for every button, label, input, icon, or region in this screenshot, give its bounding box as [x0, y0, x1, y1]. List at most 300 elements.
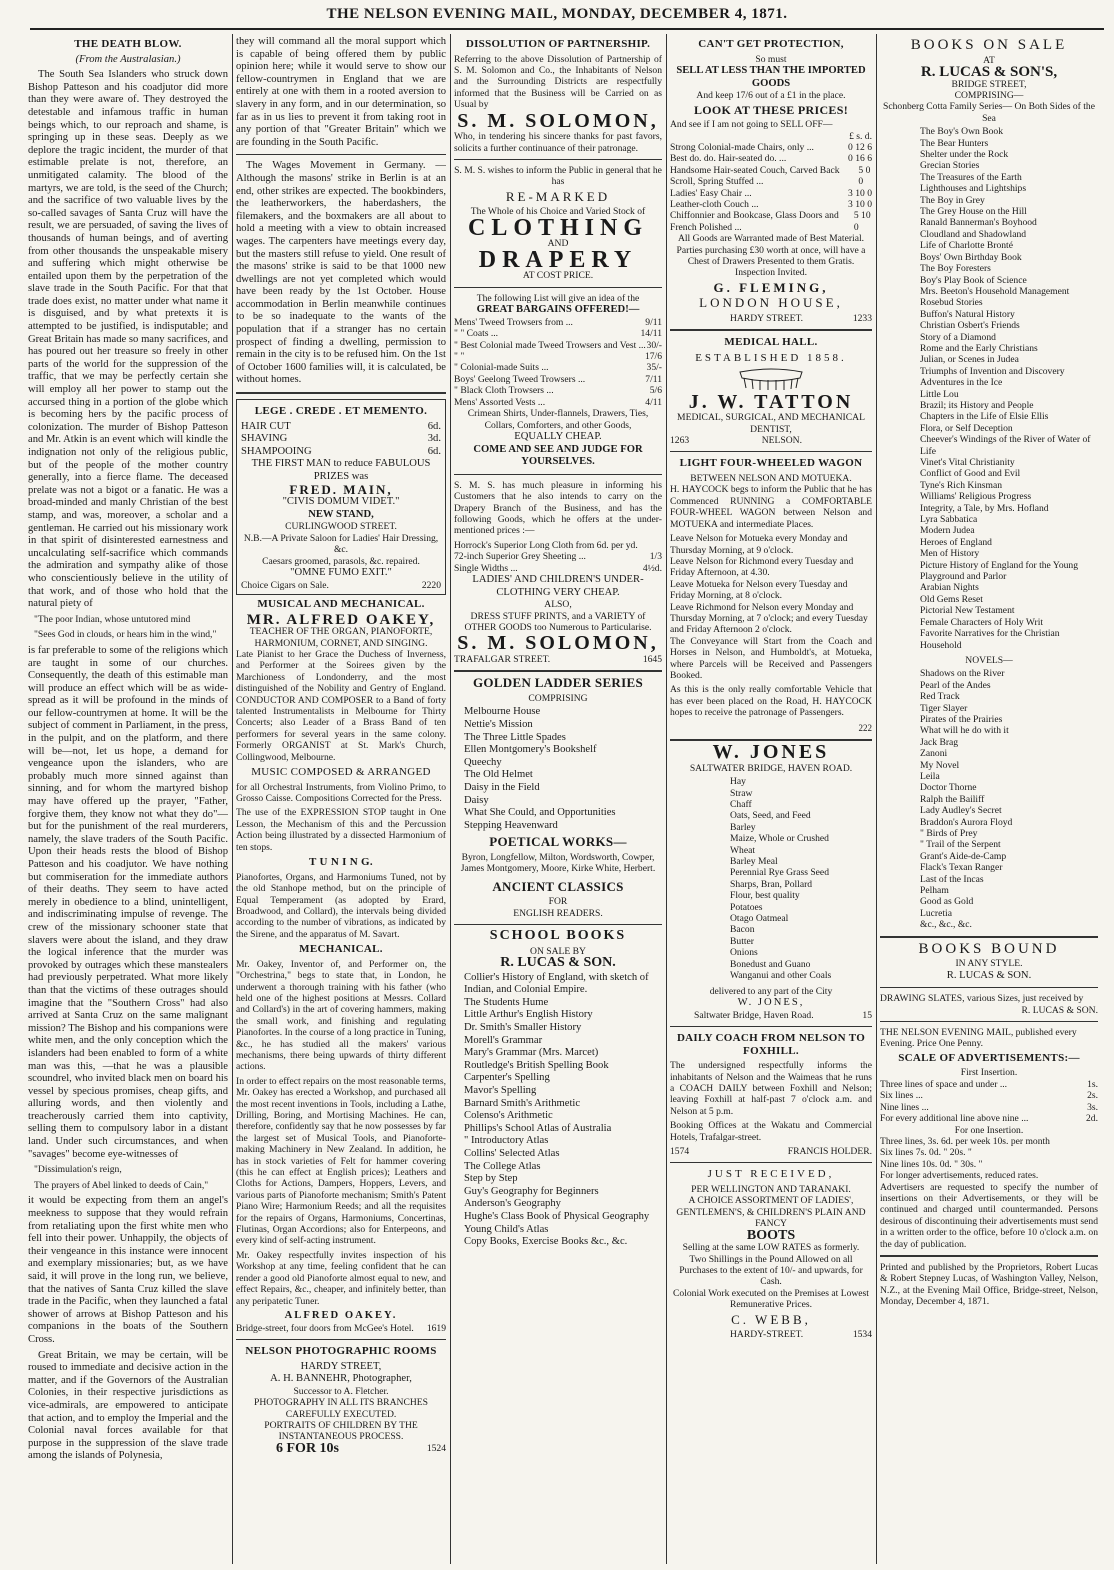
quote-line: The prayers of Abel linked to deeds of Cain,"	[34, 1179, 209, 1191]
divider	[670, 451, 872, 452]
advert-heading: BOOTS	[746, 1227, 796, 1243]
advert-text: Parties purchasing £30 worth at once, will have a Chest of Drawers Presented to them Gratis.	[676, 244, 866, 268]
list-item: Chaff	[730, 799, 752, 810]
price-value: 1/3	[649, 551, 662, 563]
advert-title: LIGHT FOUR-WHEELED WAGON	[679, 457, 863, 470]
advert-text: Colonial Work executed on the Premises at Lowest Remunerative Prices.	[673, 1287, 869, 1311]
signature: ALFRED OAKEY.	[284, 1309, 398, 1321]
price-item: " Black Cloth Trowsers ...	[454, 385, 554, 397]
advert-paragraph: Pianofortes, Organs, and Harmoniums Tuned, not by the old Stanhope method, but on the principle of Equal Temperament (as adopted by Erard, Broadwood, and Collard), the intervals being divided according to the number of vibrations, as indicated by the Sirene, and the apparatus of M. Savart.	[236, 871, 446, 940]
divider	[454, 287, 662, 288]
address: Saltwater Bridge, Haven Road.	[694, 1009, 814, 1021]
list-item: " Birds of Prey	[920, 828, 978, 839]
advert-text: THE NELSON EVENING MAIL, published every Evening. Price One Penny.	[880, 1027, 1077, 1050]
list-item: Butter	[730, 935, 754, 947]
advert-number: 1645	[642, 653, 662, 665]
divider	[236, 1339, 446, 1340]
advert-footer	[670, 1329, 872, 1340]
price-row	[454, 351, 662, 362]
price-item: " "	[454, 351, 465, 363]
list-item: Picture History of England for the Young	[920, 559, 1079, 571]
column-rule	[450, 34, 451, 1564]
divider	[880, 936, 1098, 938]
teeth-icon	[670, 368, 872, 392]
quote-line: "The poor Indian, whose untutored mind	[34, 613, 191, 625]
produce-list	[720, 776, 872, 981]
advert-paragraph: The Conveyance will Start from the Coach and Horses in Nelson, and Humboldt's, at Motueka, where Parcels will be Received and Passengers Booked.	[670, 635, 872, 681]
price-value: 17/6	[644, 351, 662, 363]
list-item: Brazil; its History and People	[920, 399, 1034, 411]
merchant-name: W. JONES	[712, 741, 830, 764]
advert-footer	[241, 580, 441, 591]
list-item: Red Track	[920, 691, 960, 703]
list-item: Christian Osbert's Friends	[920, 320, 1020, 332]
price-row	[880, 1090, 1098, 1101]
price-item: Horrock's Superior Long Cloth from 6d. per yd.	[454, 539, 638, 551]
motto: "OMNE FUMO EXIT."	[290, 567, 392, 578]
advert-number: 1619	[426, 1322, 446, 1334]
divider	[880, 1021, 1098, 1022]
advert-paragraph: As this is the only really comfortable Vehicle that has ever been placed on the Road, H. HAYCOCK hopes to receive the patronage of Passengers.	[670, 684, 872, 719]
divider	[236, 392, 446, 394]
list-item: Female Characters of Holy Writ	[920, 616, 1044, 628]
advert-footer	[670, 435, 872, 446]
list-item: Leila	[920, 770, 940, 782]
price-value: 5 10 0	[853, 210, 871, 233]
advert-text: BETWEEN NELSON AND MOTUEKA.	[690, 473, 852, 485]
advert-text: FOR	[548, 896, 568, 908]
masthead-rule	[30, 28, 1104, 30]
motto: "CIVIS DOMUM VIDET."	[282, 496, 400, 508]
list-item: Lucretia	[920, 907, 952, 919]
list-item: Last of the Incas	[920, 873, 984, 885]
advert-footer	[454, 654, 662, 665]
advert-text: COMPRISING—	[954, 90, 1024, 101]
list-item: Adventures in the Ice	[920, 377, 1003, 389]
price-list	[454, 317, 662, 408]
advert-paragraph: Referring to the above Dissolution of Partnership of S. M. Solomon and Co., the Inhabitants of Nelson and the Surrounding Districts are respectfully informed that the Business will be Carried on as Usual by	[454, 53, 662, 111]
advert-number: 1534	[852, 1329, 872, 1341]
advert-text: CURLINGWOOD STREET.	[285, 521, 397, 533]
advert-title: MEDICAL HALL.	[724, 336, 818, 349]
advert-title: LEGE . CREDE . ET MEMENTO.	[254, 405, 428, 418]
list-item: Routledge's British Spelling Book	[464, 1059, 609, 1071]
wages-article: The Wages Movement in Germany. —Although the masons' strike in Berlin is at an end, other strikes are expected. The bookbinders, the leatherworkers, the haberdashers, the filemakers, and the boxmakers are all about to hold a meeting with a view to obtain increased wages. The carpenters have meetings every day, but the masters still refuse to yield. One result of the masons' strike is said to be that 1000 new dwellings are not yet completed which would have been ready by the 1st October. House accommodation in Berlin meanwhile continues to be so inadequate to the wants of the population that if a stranger has no certain prospect of finding a dwelling, permission to remain in the city is to be refused him. On the 1st of October 1600 families will, it is calculated, be without homes.	[236, 160, 446, 386]
imprint: Printed and published by the Proprietors, Robert Lucas & Robert Stepney Lucas, of Washington Valley, Nelson, N.Z., at the Evening Mail Office, Bridge-street, Nelson, Monday, December 4, 1871.	[880, 1261, 1098, 1308]
article-paragraph: Great Britain, we may be certain, will be roused to immediate and decisive action in the matter, and if the Governors of the Australian Colonies, in their respective jurisdictions as vice-admirals, are empowered to anticipate that action, and to employ the Imperial and the Colonial naval forces available for that purpose in the suppression of the slave trade among the islands of Polynesia,	[28, 1349, 228, 1462]
section-title: MUSICAL AND MECHANICAL.	[257, 598, 425, 610]
column-rule	[666, 34, 667, 1564]
price-row	[670, 188, 872, 199]
price-item: " " Coats ...	[454, 328, 499, 340]
article-paragraph: The South Sea Islanders who struck down Bishop Patteson and his coadjutor did more than they were aware of. They destroyed the detestable and infamous traffic in human beings which, to our reproach and shame, is springing up in these seas. Deeply as we deplore the tragic incident, the murder of that estimable prelate is not, therefore, an unmitigated calamity. The blood of the martyrs, we are told, is the seed of the Church; and the sacrifice of two valuable lives by the so-called savages of Santa Cruz will have the result, we are persuaded, of saving the lives of thousands of human beings, and of averting from other thousands the unspeakable misery and suffering which might otherwise be entailed upon them by the perpetration of the slave trade in the South Pacific. For that that trade does exist, no matter under what name it is disguised, and by what pretexts it is attempted to be justified, is indisputable; and Great Britain has made so many sacrifices, and has poured out her treasure so freely in other parts of the world for the suppression of the traffic, that we may be perfectly certain she will employ all her power to stamp out the accursed thing in a portion of the globe which is becoming hers by the pacific process of colonization. The murder of Bishop Patteson and Mr. Atkin is an event which will kindle the indignation not only of the religious public, but of the people of the mother country generally, into a fierce flame. The deceased prelate was not a bigot or a fanatic. He was a broad-minded and manly Christian of the best stamp, and was, moreover, a scholar and a gentleman. He carried out his missionary work in that spirit of disinterested earnestness and uncalculating self-sacrifice which commands the admiration and sympathy alike of those who conscientiously believe in the utility of that work, and of those who hold that the natural piety of	[28, 69, 228, 610]
currency-header: £ s. d.	[849, 130, 872, 142]
list-item: Braddon's Aurora Floyd	[920, 816, 1013, 828]
list-item: Maize, Whole or Crushed	[730, 833, 829, 845]
list-item: The Three Little Spades	[464, 731, 566, 743]
list-item: The Grey House on the Hill	[920, 206, 1027, 218]
price-item: HAIR CUT	[241, 420, 291, 432]
merchant-name: G. FLEMING,	[713, 279, 829, 295]
price-item: Mens' Tweed Trowsers from ...	[454, 316, 573, 328]
advert-text: Successor to A. Fletcher.	[293, 1385, 389, 1397]
price-list	[670, 142, 872, 233]
advert-number: 222	[858, 722, 872, 733]
list-item: Hughe's Class Book of Physical Geography	[464, 1210, 650, 1222]
advert-paragraph: H. HAYCOCK begs to inform the Public that he has Commenced RUNNING a COMFORTABLE FOUR-WHEEL WAGON between Nelson and MOTUEKA and intermediate Places.	[670, 484, 872, 530]
list-item: Flour, best quality	[730, 890, 800, 902]
list-item: Queechy	[464, 756, 502, 768]
advert-text: Inspection Invited.	[735, 267, 807, 279]
advert-text: PHOTOGRAPHY IN ALL ITS BRANCHES CAREFULLY EXECUTED.	[254, 1397, 428, 1420]
list-item: Wanganui and other Coals	[730, 970, 832, 982]
advert-text: For longer advertisements, reduced rates.	[880, 1170, 1039, 1182]
price-row	[670, 199, 872, 210]
advert-text: AT COST PRICE.	[522, 270, 594, 282]
list-item: The Students Hume	[464, 996, 549, 1008]
list-item: Morell's Grammar	[464, 1034, 543, 1046]
list-item: Barley Meal	[730, 856, 778, 868]
price-value: 2s.	[1087, 1090, 1098, 1102]
advert-paragraph: Mr. Oakey, Inventor of, and Performer on, the "Orchestrina," begs to state that, in London, he underwent a thorough training with his father (who held one of the highest positions at Messrs. Collard and Collard's) in the art of covering hammers, making the small work, and finishing and regulating Pianofortes. In the course of a long practice in Tuning, &c., he has studied all the makers' various mechanisms, there being upwards of thirty different actions.	[236, 958, 446, 1073]
address: BRIDGE STREET,	[951, 78, 1027, 90]
price-item: For every additional line above nine ...	[880, 1113, 1029, 1125]
price-row	[670, 210, 872, 233]
book-list	[454, 706, 662, 832]
price-item: Single Widths ...	[454, 562, 518, 574]
advert-text: Caesars groomed, parasols, &c. repaired.	[262, 555, 420, 567]
price-row	[670, 153, 872, 164]
list-item: Modern Judea	[920, 525, 975, 537]
list-item: The Treasures of the Earth	[920, 171, 1022, 183]
scale-title: SCALE OF ADVERTISEMENTS:—	[898, 1051, 1080, 1064]
series-title: ANCIENT CLASSICS	[492, 878, 624, 894]
list-item: Potatoes	[730, 901, 763, 913]
list-item: Pictorial New Testament	[920, 605, 1015, 617]
barber-advert	[236, 399, 446, 595]
list-item: Carpenter's Spelling	[464, 1072, 550, 1084]
list-item: Men of History	[920, 548, 980, 560]
advert-text: ENGLISH READERS.	[513, 907, 603, 919]
list-item: Chapters in the Life of Elsie Ellis	[920, 411, 1049, 423]
list-item: Story of a Diamond	[920, 331, 996, 343]
price-item: Nine lines ...	[880, 1101, 929, 1113]
list-item: Old Gems Reset	[920, 593, 983, 605]
advert-number: 2220	[421, 579, 441, 591]
column-4	[670, 36, 872, 1564]
advert-paragraph: In order to effect repairs on the most reasonable terms, Mr. Oakey has erected a Workshop, and purchased all the most recent inventions in Tools, including a Lathe, Drilling, Boring, and Mortising Machines. He can, therefore, confidently say that he now possesses by far the largest set of Musical Tools, and Pianoforte-making Machinery in New Zealand. In addition, he has in stock varieties of Felt for hammer covering (this he can effect at English prices); Leathers and Cloths for Actions, Dampers, Hoppers, Levers, and various parts of Pianoforte mechanism; Smith's Patent Piano Wire; Harmonium Reeds; and all the requisites for the repairs of Organs, Harmoniums, Concertinas, Flutinas, Organ Accordions; also for Enterpeons, and every kind of self-acting instrument.	[236, 1075, 446, 1247]
price-row	[454, 385, 662, 396]
advert-text: So must	[755, 53, 787, 65]
list-item: Anderson's Geography	[464, 1198, 561, 1210]
list-item: Buffon's Natural History	[920, 308, 1015, 320]
list-item: Guy's Geography for Beginners	[464, 1185, 599, 1197]
list-item: Tiger Slayer	[920, 702, 968, 714]
list-item: Triumphs of Invention and Discovery	[920, 365, 1065, 377]
list-item: Jack Brag	[920, 736, 959, 748]
list-item: Collins' Selected Atlas	[464, 1148, 560, 1159]
list-item: Mrs. Beeton's Household Management	[920, 285, 1070, 297]
list-item: Stepping Heavenward	[464, 819, 558, 831]
list-item: My Novel	[920, 759, 960, 771]
price-row	[670, 165, 872, 188]
price-item: Leather-cloth Couch ...	[670, 199, 759, 211]
price-item: Boys' Geelong Tweed Trowsers ...	[454, 373, 586, 385]
advert-number: 1233	[852, 313, 872, 325]
price-item: Three lines of space and under ...	[880, 1078, 1008, 1090]
rate-table	[880, 1079, 1098, 1125]
divider	[880, 1255, 1098, 1257]
advert-heading: LOOK AT THESE PRICES!	[693, 102, 848, 117]
subheading: NOVELS—	[965, 654, 1013, 666]
column-1	[28, 36, 228, 1564]
list-item: Dr. Smith's Smaller History	[464, 1022, 582, 1034]
subheading: MECHANICAL.	[299, 943, 383, 956]
list-item: What She Could, and Opportunities	[464, 807, 616, 819]
list-item: The Boy in Grey	[920, 194, 985, 206]
advert-title: DISSOLUTION OF PARTNERSHIP.	[465, 38, 651, 50]
advert-text: First Insertion.	[960, 1067, 1018, 1079]
list-item: Wheat	[730, 844, 756, 856]
advert-paragraph: Booking Offices at the Wakatu and Commercial Hotels, Trafalgar-street.	[670, 1120, 872, 1143]
price-row	[880, 1113, 1098, 1124]
advert-paragraph: for all Orchestral Instruments, from Violino Primo, to Grosso Caisse. Compositions Corrected for the Press.	[236, 781, 446, 805]
advert-footer	[670, 1146, 872, 1157]
divider	[454, 159, 662, 160]
timetable-row: Leave Motueka for Nelson every Tuesday and Friday Morning, at 8 o'clock.	[670, 578, 848, 602]
list-item: Julian, or Scenes in Judea	[920, 354, 1019, 366]
list-item: Barley	[730, 821, 756, 833]
subheading: T U N I N G.	[309, 856, 373, 869]
novel-list	[910, 668, 1098, 930]
teeth-illustration	[670, 368, 872, 392]
price-value: 3s.	[1087, 1101, 1098, 1113]
divider	[880, 987, 1098, 988]
address: NELSON.	[761, 435, 802, 447]
list-item: Bonedust and Guano	[730, 958, 811, 970]
list-item: Lady Audley's Secret	[920, 805, 1002, 817]
advert-footer	[670, 313, 872, 324]
timetable	[670, 533, 872, 636]
advert-text: The Whole of his Choice and Varied Stock of	[470, 206, 646, 218]
list-item: Rosebud Stories	[920, 297, 983, 309]
dentist-name: J. W. TATTON	[688, 390, 854, 413]
book-list	[454, 972, 662, 1249]
list-item: Rome and the Early Christians	[920, 342, 1038, 354]
list-item: Favorite Narratives for the Christian Household	[920, 628, 1060, 651]
list-item: Boy's Play Book of Science	[920, 274, 1027, 286]
price-value: 2d.	[1086, 1113, 1098, 1125]
list-item: Nettie's Mission	[464, 718, 533, 730]
list-item: Cloudland and Shadowland	[920, 228, 1027, 240]
rate-table	[880, 1136, 1098, 1170]
list-item: Ralph the Bailiff	[920, 793, 985, 805]
list-item: Barnard Smith's Arithmetic	[464, 1097, 581, 1109]
list-item: Mary's Grammar (Mrs. Marcet)	[464, 1047, 599, 1059]
advert-text: PER WELLINGTON AND TARANAKI.	[691, 1183, 851, 1195]
list-item: Step by Step	[464, 1173, 518, 1185]
bookseller-name: R. LUCAS & SON.	[1021, 1004, 1098, 1016]
advert-number: 1524	[426, 1442, 446, 1454]
price-value: 4/11	[645, 396, 662, 408]
list-item: Arabian Nights	[920, 582, 979, 594]
list-item: Boys' Own Birthday Book	[920, 251, 1022, 263]
signature: W. JONES,	[737, 996, 805, 1008]
price-value: 0 12 6	[848, 142, 872, 153]
advert-title: BOOKS BOUND	[918, 940, 1060, 957]
merchant-name: C. WEBB,	[731, 1311, 811, 1327]
advert-footer	[236, 1440, 446, 1456]
list-item: Ellen Montgomery's Bookshelf	[464, 744, 597, 756]
advert-number: 15	[862, 1009, 872, 1021]
price-item: Handsome Hair-seated Couch, Carved Back Scroll, Spring Stuffed ...	[670, 164, 840, 188]
price-row	[454, 551, 662, 562]
list-item: Daisy in the Field	[464, 781, 540, 793]
list-item: Pearl of the Andes	[920, 679, 991, 691]
address: SALTWATER BRIDGE, HAVEN ROAD.	[689, 762, 853, 774]
address: Bridge-street, four doors from McGee's Hotel.	[236, 1322, 414, 1334]
price-row	[880, 1102, 1098, 1113]
advert-title: BOOKS ON SALE	[910, 37, 1068, 53]
price-row	[454, 317, 662, 328]
list-item: Williams' Religious Progress	[920, 491, 1032, 503]
list-item: Integrity, a Tale, by Mrs. Hofland	[920, 502, 1049, 514]
list-item: Hay	[730, 776, 746, 788]
advert-paragraph: S. M. S. has much pleasure in informing his Customers that he also intends to carry on the Drapery Branch of the Business, and has the following Goods, which he offers at the under-mentioned prices :—	[454, 479, 662, 537]
list-item: Grecian Stories	[920, 160, 980, 172]
price-row	[454, 374, 662, 385]
teacher-role: TEACHER OF THE ORGAN, PIANOFORTE, HARMONIUM, CORNET, AND SINGING.	[249, 626, 433, 649]
list-item: Collier's History of England, with sketch of Indian, and Colonial Empire.	[464, 971, 649, 996]
teacher-name: MR. ALFRED OAKEY,	[246, 611, 436, 628]
address: TRAFALGAR STREET.	[454, 653, 551, 665]
subheading: MUSIC COMPOSED & ARRANGED	[251, 766, 431, 779]
divider	[670, 1162, 872, 1163]
list-item: Shadows on the River	[920, 668, 1005, 680]
book-list	[910, 126, 1098, 651]
rate-row: Three lines, 3s. 6d. per week 10s. per month	[880, 1135, 1050, 1147]
list-item: Conflict of Good and Evil	[920, 468, 1021, 480]
timetable-row: Leave Nelson for Richmond every Tuesday and Friday Afternoon, at 4.30.	[670, 555, 854, 579]
list-item: Oats, Seed, and Feed	[730, 810, 811, 822]
advert-heading: RE-MARKED	[505, 188, 611, 204]
list-item: " Introductory Atlas	[464, 1135, 549, 1147]
price-value: 9/11	[645, 316, 662, 328]
advert-text: Two Shillings in the Pound Allowed on all Purchases to the extent of 10/- and upwards, for Cash.	[679, 1253, 863, 1288]
timetable-row: Leave Richmond for Nelson every Monday and Thursday Morning, at 7 o'clock; and every Tuesday and Friday Afternoon 2 o'clock.	[670, 601, 868, 636]
price-value: 5 0 0	[858, 164, 871, 188]
bookseller-name: R. LUCAS & SON'S,	[920, 64, 1058, 80]
advert-text: LADIES' AND CHILDREN'S UNDER-CLOTHING VERY CHEAP.	[472, 573, 644, 598]
price-row	[880, 1079, 1098, 1090]
advert-text: PORTRAITS OF CHILDREN BY THE INSTANTANEOUS PROCESS.	[264, 1419, 418, 1443]
advert-number: 1574	[670, 1145, 690, 1157]
price-item: SHAMPOOING	[241, 445, 312, 457]
list-item: The College Atlas	[464, 1160, 541, 1172]
signature: FRANCIS HOLDER.	[787, 1145, 872, 1157]
advert-text: N.B.—A Private Saloon for Ladies' Hair Dressing, &c.	[243, 532, 439, 556]
list-item: The Old Helmet	[464, 769, 533, 781]
list-item: Bacon	[730, 924, 755, 936]
price: 6 FOR 10s	[276, 1440, 339, 1456]
advert-text: Schonberg Cotta Family Series— On Both Sides of the Sea	[883, 101, 1095, 124]
series-title: SCHOOL BOOKS	[489, 928, 627, 944]
list-item: Colenso's Arithmetic	[464, 1110, 553, 1122]
advert-title: CAN'T GET PROTECTION,	[698, 38, 844, 50]
divider	[236, 154, 446, 155]
price-value: 6d.	[427, 420, 441, 432]
list-item: Cheever's Windings of the River of Water of Life	[920, 434, 1091, 457]
column-3	[454, 36, 662, 1564]
price-value: 35/-	[646, 362, 662, 374]
divider	[454, 474, 662, 475]
list-item: Flora, or Self Deception	[920, 422, 1013, 434]
column-5	[880, 36, 1098, 1564]
column-rule	[232, 34, 233, 1564]
list-item: Good as Gold	[920, 896, 974, 908]
advert-title: DAILY COACH FROM NELSON TO FOXHILL.	[676, 1031, 866, 1057]
list-item: Mavor's Spelling	[464, 1085, 537, 1097]
advert-paragraph: The use of the EXPRESSION STOP taught in One Lesson, the Mechanism of this and the Percussion Action being illustrated by a dissected Harmonium of ten stops.	[236, 807, 446, 853]
merchant-name: S. M. SOLOMON,	[457, 109, 659, 132]
price-row	[241, 421, 441, 434]
advert-heading: JUST RECEIVED,	[707, 1168, 835, 1181]
list-item: Little Arthur's English History	[464, 1009, 593, 1021]
list-item: Playground and Parlor	[920, 571, 1007, 583]
advert-footer	[236, 1323, 446, 1334]
price-value: 3 10 0	[848, 187, 872, 199]
advert-text: NEW STAND,	[308, 508, 374, 520]
advert-text: ON SALE BY	[530, 945, 586, 957]
list-item: Pelham	[920, 885, 949, 897]
list-item: The Boy Foresters	[920, 263, 991, 275]
advert-text: Choice Cigars on Sale.	[241, 579, 329, 591]
advert-paragraph: Mr. Oakey respectfully invites inspection of his Workshop at any time, feeling confident that he can render a good old Pianoforte almost equal to new, and effect Repairs, &c., cheaper, and infinitely better, than any peripatetic Tuner.	[236, 1249, 446, 1307]
price-value: 30/-	[646, 339, 662, 351]
divider	[670, 1026, 872, 1027]
list-item: Daisy	[464, 794, 489, 806]
article-paragraph: they will command all the moral support which is capable of being offered them by public opinion here; while it would serve to show our fellow-countrymen in England that we are entirely at one with them in a rooted aversion to slavery in any form, and in our determination, so far as in us lies to prevent it from taking root in any portion of that "Greater Britain" which we are founding in the South Pacific.	[236, 36, 446, 148]
advert-text: MEDICAL, SURGICAL, AND MECHANICAL DENTIST,	[677, 412, 865, 435]
rate-row: Nine lines 10s. 0d. " 30s. "	[880, 1158, 983, 1170]
advert-text: Byron, Longfellow, Milton, Wordsworth, Cowper, James Montgomery, Moore, Kirke White, Herbert.	[460, 851, 656, 875]
list-item: What will he do with it	[920, 725, 1009, 737]
masthead: THE NELSON EVENING MAIL, MONDAY, DECEMBER 4, 1871.	[326, 6, 788, 22]
list-item: " Trail of the Serpent	[920, 839, 1001, 851]
price-item: Ladies' Easy Chair ...	[670, 187, 752, 199]
advert-heading: GREAT BARGAINS OFFERED!—	[476, 304, 640, 316]
list-item: Young Child's Atlas	[464, 1223, 549, 1235]
advert-heading: CLOTHING	[467, 214, 649, 241]
price-row	[454, 397, 662, 408]
advert-text: DRESS STUFF PRINTS, and a VARIETY of OTHER GOODS too Numerous to Particularise.	[464, 610, 652, 633]
advert-text: COMPRISING	[528, 692, 588, 704]
advert-text: THE FIRST MAN to reduce FABULOUS PRIZES was	[251, 458, 431, 482]
advert-title: NELSON PHOTOGRAPHIC ROOMS	[245, 1344, 437, 1357]
article-title: THE DEATH BLOW.	[74, 38, 182, 50]
divider	[670, 329, 872, 331]
article-paragraph: is far preferable to some of the religions which are taught in some of our churches. Consequently, the death of this estimable man will produce an effect which will be as wide-spread as it will be profound in the minds of our fellow-countrymen at home. It will be the subject of comment in Parliament, in the press, in the pulpit, and on the platform, and there will be—not, let us hope, a demand for vengeance upon the islanders, who are probably much more sinned against than sinning, and for whom the martyred bishop may have offered up the prayer, "Father, forgive them, they know not what they do"—but for the punishment of the real murderers, namely, the slave traders of the South Pacific. Upon their heads rests the blood of Bishop Patteson and his coadjutor. We have nothing but commiseration for the immediate authors of their deaths. They seem to have acted merely in obedience to a blind, unintelligent, and indiscriminating impulse of revenge. The crew of the missionary schooner state that slavers were about the island, and they draw the logical inference that the murder was provoked by outrages which these manstealers had previously perpetrated. What more likely than that the victims of these outrages should imagine that the "Southern Cross" had also arrived at Santa Cruz on the same malignant mission? The Bishop and his companions were white men, and the only conception which the islanders had been enabled to form of a white man was this, —that he was a plausible scoundrel, who invited black men on board his vessel by specious promises, cheap gifts, and alluring words, and then violently and treacherously carried them into captivity, selling them to compulsory labor in a distant land. Under such circumstances, and when "savages" become eye-witnesses of	[28, 644, 228, 1160]
price-row	[454, 340, 662, 351]
advert-number: 1263	[670, 435, 690, 447]
price-value: 4½d.	[642, 562, 662, 574]
address: HARDY-STREET.	[730, 1329, 804, 1341]
barber-name: FRED. MAIN,	[289, 481, 393, 497]
advert-text: And see if I am not going to SELL OFF—	[670, 119, 833, 131]
advert-text: ALSO,	[544, 599, 572, 611]
price-value: 0 16 6	[848, 153, 872, 165]
advert-text: All Goods are Warranted made of Best Material.	[677, 233, 865, 245]
